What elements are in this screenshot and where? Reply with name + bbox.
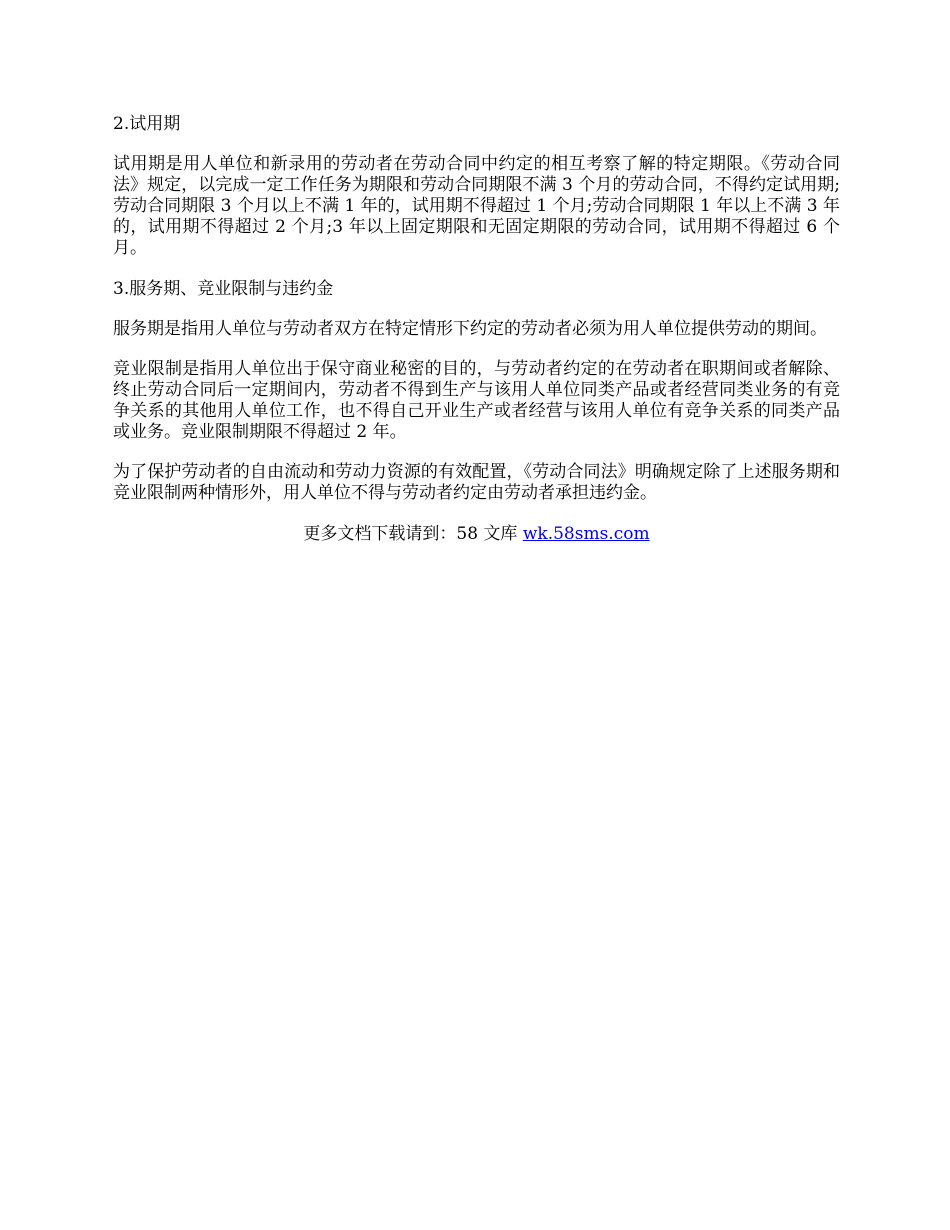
footer-prefix: 更多文档下载请到：58 文库 (303, 524, 523, 544)
paragraph-service-period: 服务期是指用人单位与劳动者双方在特定情形下约定的劳动者必须为用人单位提供劳动的期间。 (113, 319, 827, 339)
paragraph-non-compete: 竞业限制是指用人单位出于保守商业秘密的目的，与劳动者约定的在劳动者在职期间或者解除、终止劳动合同后一定期间内，劳动者不得到生产与该用人单位同类产品或者经营同类业务的有竞争关系的其他用人单位工作，也不得自己开业生产或者经营与该用人单位有竞争关系的同类产品或业务。竞业限制期限不得超过 2 年。 (113, 359, 840, 442)
paragraph-probation: 试用期是用人单位和新录用的劳动者在劳动合同中约定的相互考察了解的特定期限。《劳动合同法》规定，以完成一定工作任务为期限和劳动合同期限不满 3 个月的劳动合同，不得约定试用期;劳动合同期限 3 个月以上不满 1 年的，试用期不得超过 1 个月;劳动合同期限 1 年以上不满 3 年的，试用期不得超过 2 个月;3 年以上固定期限和无固定期限的劳动合同，试用期不得超过 6 个月。 (113, 154, 840, 258)
section-heading-probation: 2.试用期 (113, 114, 181, 134)
paragraph-penalty: 为了保护劳动者的自由流动和劳动力资源的有效配置，《劳动合同法》明确规定除了上述服务期和竞业限制两种情形外，用人单位不得与劳动者约定由劳动者承担违约金。 (113, 462, 840, 503)
footer-link[interactable]: wk.58sms.com (522, 524, 650, 544)
document-body (113, 113, 840, 545)
section-heading-service-period: 3.服务期、竞业限制与违约金 (113, 279, 334, 299)
footer-download-note (113, 523, 840, 545)
